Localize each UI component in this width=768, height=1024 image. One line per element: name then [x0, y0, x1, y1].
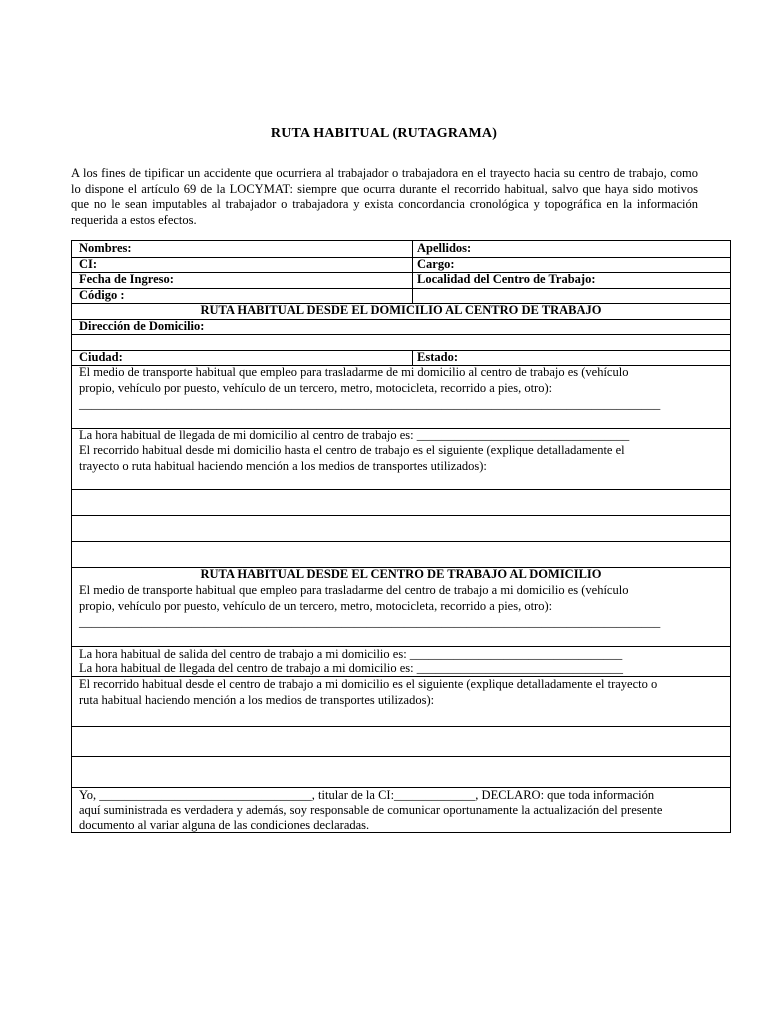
column-divider — [412, 350, 413, 365]
direccion-label: Dirección de Domicilio: — [79, 319, 205, 333]
transport-question-line: propio, vehículo por puesto, vehículo de un tercero, metro, motocicleta, recorrido a pies, otro): — [79, 381, 553, 395]
row-divider — [72, 489, 730, 490]
declaration-line: documento al variar alguna de las condiciones declaradas. — [79, 818, 370, 832]
route-description-line: trayecto o ruta habitual haciendo mención a los medios de transportes utilizados): — [79, 459, 487, 473]
row-divider — [72, 288, 730, 289]
route-form — [71, 240, 731, 833]
fecha-ingreso-label: Fecha de Ingreso: — [79, 272, 174, 286]
localidad-label: Localidad del Centro de Trabajo: — [417, 272, 596, 286]
cargo-label: Cargo: — [417, 257, 455, 271]
intro-paragraph: A los fines de tipificar un accidente que ocurriera al trabajador o trabajadora en el trayecto hacia su centro de trabajo, como lo dispone el artículo 69 de la LOCYMAT: siempre que ocurra durante el recorrido habitual, salvo que haya sido motivos que no le sean imputables al trabajador o trabajadora y exista concordancia cronológica y topográfica en la información requerida a estos efectos. — [71, 166, 698, 227]
arrival-time-line: La hora habitual de llegada de mi domicilio al centro de trabajo es: __________________________________ — [79, 428, 630, 442]
declaration-line: aquí suministrada es verdadera y además, soy responsable de comunicar oportunamente la actualización del presente — [79, 803, 663, 817]
nombres-label: Nombres: — [79, 241, 132, 255]
row-divider — [72, 756, 730, 757]
apellidos-label: Apellidos: — [417, 241, 472, 255]
route-description-line: El recorrido habitual desde mi domicilio hasta el centro de trabajo es el siguiente (explique detalladamente el — [79, 443, 625, 457]
declaration-line: Yo, __________________________________, titular de la CI:_____________, DECLARO: que toda información — [79, 788, 655, 802]
arrival-time-line: La hora habitual de llegada del centro de trabajo a mi domicilio es: _________________________________ — [79, 661, 623, 675]
transport-question-line: El medio de transporte habitual que empleo para trasladarme de mi domicilio al centro de trabajo es (vehículo — [79, 365, 629, 379]
departure-time-line: La hora habitual de salida del centro de trabajo a mi domicilio es: __________________________________ — [79, 647, 623, 661]
row-divider — [72, 726, 730, 727]
transport-answer-line: _____________________________________________________________________________________________ — [79, 615, 661, 629]
transport-answer-line: _____________________________________________________________________________________________ — [79, 397, 661, 411]
page-title: RUTA HABITUAL (RUTAGRAMA) — [270, 126, 498, 141]
ciudad-label: Ciudad: — [79, 350, 123, 364]
transport-question-line: El medio de transporte habitual que empleo para trasladarme del centro de trabajo a mi domicilio es (vehículo — [79, 583, 629, 597]
row-divider — [72, 541, 730, 542]
section-header-work-to-home: RUTA HABITUAL DESDE EL CENTRO DE TRABAJO AL DOMICILIO — [200, 567, 602, 581]
row-divider — [72, 257, 730, 258]
route-description-line: El recorrido habitual desde el centro de trabajo a mi domicilio es el siguiente (explique detalladamente el trayecto o — [79, 677, 658, 691]
estado-label: Estado: — [417, 350, 458, 364]
section-header-home-to-work: RUTA HABITUAL DESDE EL DOMICILIO AL CENTRO DE TRABAJO — [200, 303, 602, 317]
row-divider — [72, 350, 730, 351]
transport-question-line: propio, vehículo por puesto, vehículo de un tercero, metro, motocicleta, recorrido a pies, otro): — [79, 599, 553, 613]
column-divider — [412, 241, 413, 303]
route-description-line: ruta habitual haciendo mención a los medios de transportes utilizados): — [79, 693, 435, 707]
row-divider — [72, 515, 730, 516]
codigo-label: Código : — [79, 288, 125, 302]
ci-label: CI: — [79, 257, 98, 271]
